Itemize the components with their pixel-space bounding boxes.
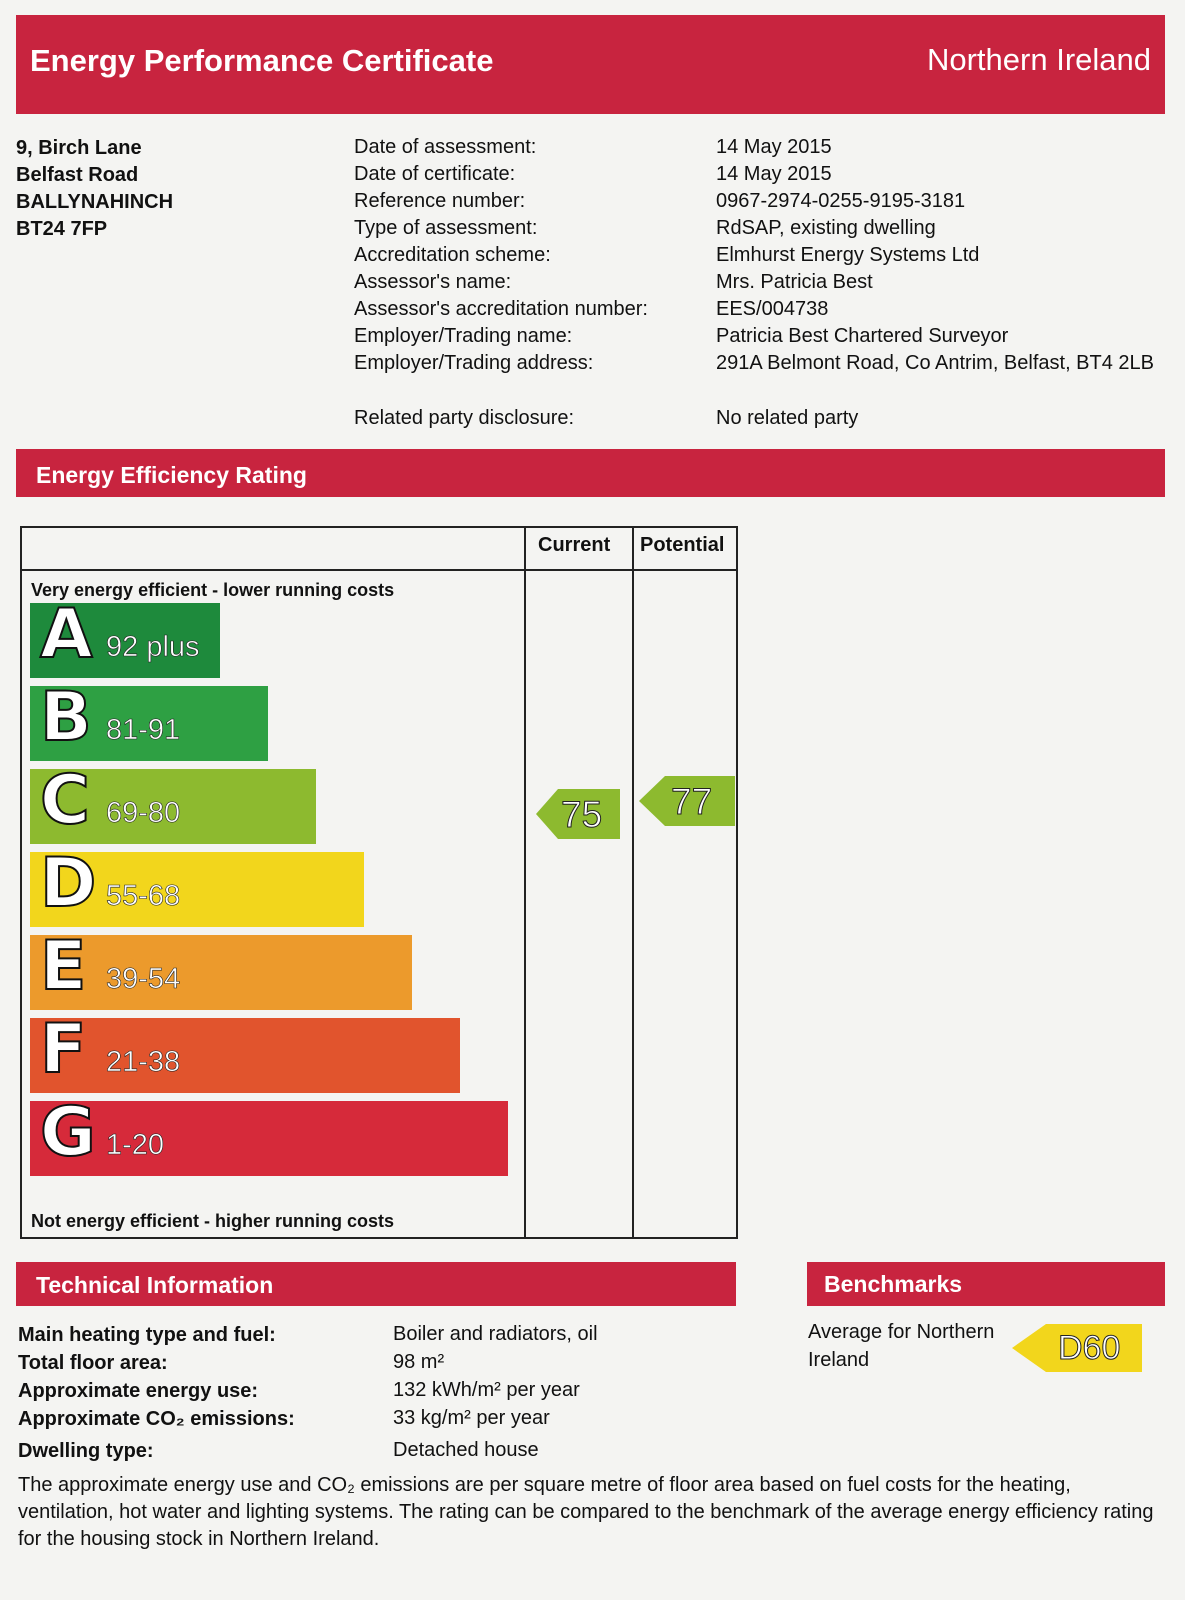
detail-value-date-certificate: 14 May 2015 [716,163,832,185]
band-range: 69-80 [106,797,181,829]
band-letter: B [40,678,92,757]
band-range: 39-54 [106,963,181,995]
tech-label-co2: Approximate CO₂ emissions: [18,1408,295,1430]
rating-band-a [30,595,220,678]
band-letter: G [40,1093,96,1172]
detail-label-assessment-type: Type of assessment: [354,217,538,239]
rating-section-header [16,449,1165,497]
rating-band-g [30,1093,508,1176]
detail-value-related-party: No related party [716,407,859,429]
chart-divider-current [524,528,526,1237]
column-header-potential: Potential [640,534,725,556]
address-line-4: BT24 7FP [16,218,108,240]
tech-value-heating: Boiler and radiators, oil [393,1323,598,1345]
tech-label-energy-use: Approximate energy use: [18,1380,259,1402]
potential-rating-arrow [639,776,735,826]
benchmarks-section-title: Benchmarks [824,1271,963,1297]
benchmark-description: Average for Northern Ireland [808,1321,995,1371]
rating-band-f [30,1010,460,1093]
benchmark-value: D60 [1058,1329,1121,1367]
rating-band-b [30,678,268,761]
band-range: 92 plus [106,631,200,663]
band-letter: D [40,844,97,923]
detail-value-employer-name: Patricia Best Chartered Surveyor [716,325,1009,347]
footnote: The approximate energy use and CO₂ emissions are per square metre of floor area based on fuel costs for the heating, ventilation, hot water and lighting systems. The rating can be compared to the benchmark of the average energy efficiency rating for the housing stock in Northern Ireland. [18,1474,1154,1550]
band-range: 21-38 [106,1046,181,1078]
energy-rating-chart [20,526,738,1239]
detail-value-accreditation-number: EES/004738 [716,298,829,320]
detail-label-date-certificate: Date of certificate: [354,163,516,185]
tech-value-dwelling-type: Detached house [393,1439,539,1461]
band-letter: C [40,761,90,840]
tech-value-energy-use: 132 kWh/m² per year [393,1379,580,1401]
rating-section-title: Energy Efficiency Rating [36,462,307,488]
benchmarks-section-header [807,1262,1165,1306]
certificate-title: Energy Performance Certificate [30,43,494,78]
technical-section-title: Technical Information [36,1272,274,1298]
column-header-current: Current [538,534,611,556]
detail-value-assessment-type: RdSAP, existing dwelling [716,217,936,239]
potential-rating-value: 77 [671,781,713,822]
band-letter: A [40,595,93,674]
top-efficiency-note: Very energy efficient - lower running costs [31,580,395,600]
detail-label-assessor-name: Assessor's name: [354,271,512,293]
tech-value-co2: 33 kg/m² per year [393,1407,550,1429]
rating-band-d [30,844,364,927]
detail-label-reference: Reference number: [354,190,526,212]
certificate-header [16,15,1165,114]
detail-value-reference: 0967-2974-0255-9195-3181 [716,190,966,212]
rating-band-e [30,927,412,1010]
band-range: 1-20 [106,1129,165,1161]
detail-value-accreditation-scheme: Elmhurst Energy Systems Ltd [716,244,980,266]
detail-label-related-party: Related party disclosure: [354,407,575,429]
tech-label-dwelling-type: Dwelling type: [18,1440,154,1462]
detail-label-employer-name: Employer/Trading name: [354,325,573,347]
detail-label-date-assessment: Date of assessment: [354,136,537,158]
detail-label-accreditation-number: Assessor's accreditation number: [354,298,648,320]
address-line-3: BALLYNAHINCH [16,191,174,213]
detail-value-employer-address: 291A Belmont Road, Co Antrim, Belfast, BT4 2LB [716,352,1155,374]
detail-value-date-assessment: 14 May 2015 [716,136,832,158]
detail-value-assessor-name: Mrs. Patricia Best [716,271,873,293]
bottom-efficiency-note: Not energy efficient - higher running costs [31,1211,395,1231]
band-range: 55-68 [106,880,181,912]
benchmark-arrow [1012,1324,1142,1372]
current-rating-arrow [536,789,620,839]
band-letter: E [40,927,87,1006]
address-line-2: Belfast Road [16,164,139,186]
current-rating-value: 75 [561,794,603,835]
address-line-1: 9, Birch Lane [16,137,142,159]
tech-value-floor-area: 98 m² [393,1351,445,1373]
tech-label-floor-area: Total floor area: [18,1352,168,1374]
chart-divider-potential [632,528,634,1237]
region-label: Northern Ireland [926,42,1151,77]
detail-label-accreditation-scheme: Accreditation scheme: [354,244,551,266]
band-letter: F [40,1010,87,1089]
tech-label-heating: Main heating type and fuel: [18,1324,276,1346]
technical-section-header [16,1262,736,1306]
detail-label-employer-address: Employer/Trading address: [354,352,594,374]
band-range: 81-91 [106,714,181,746]
chart-header-rule [22,569,736,571]
rating-band-c [30,761,316,844]
